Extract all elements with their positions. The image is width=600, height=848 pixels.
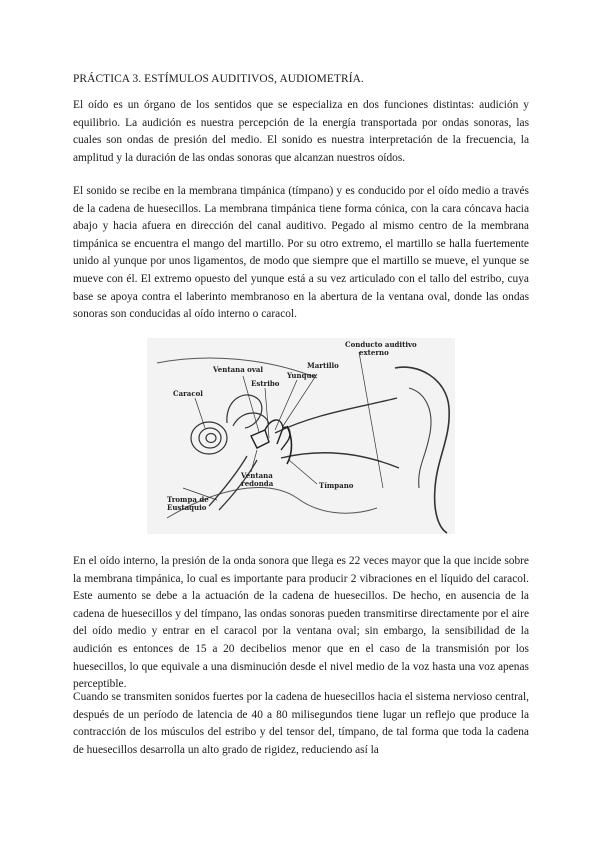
label-ventana-redonda-1: Ventana <box>241 471 273 480</box>
paragraph-reflex: Cuando se transmiten sonidos fuertes por la cadena de huesecillos hacia el sistema nervioso central, después de un período de latencia de 40 a 80 milisegundos tiene lugar un reflejo que produce la contracción de los músculos del estribo y del tensor del, tímpano, de tal forma que toda la cadena de huesecillos desarrolla un alto grado de rigidez, reduciendo así la <box>73 691 529 756</box>
label-ventana-oval: Ventana oval <box>213 365 264 374</box>
page-title: PRÁCTICA 3. ESTÍMULOS AUDITIVOS, AUDIOMETRÍA. <box>73 73 364 85</box>
label-ventana-redonda-2: redonda <box>241 479 274 488</box>
ear-anatomy-diagram <box>147 338 455 534</box>
paragraph-middle-ear: El sonido se recibe en la membrana timpánica (tímpano) y es conducido por el oído medio a través de la cadena de huesecillos. La membrana timpánica tiene forma cónica, con la cara cóncava hacia abajo y hacia afuera en dirección del canal auditivo. Pegado al mismo centro de la membrana timpánica se encuentra el mango del martillo. Por su otro extremo, el martillo se halla fuertemente unido al yunque por unos ligamentos, de modo que siempre que el martillo se mueve, el yunque se mueve con él. El extremo opuesto del yunque está a su vez articulado con el tallo del estribo, cuya base se apoya contra el laberinto membranoso en la abertura de la ventana oval, donde las ondas sonoras son conducidas al oído interno o caracol. <box>73 185 529 321</box>
label-estribo: Estribo <box>251 379 280 388</box>
paragraph-intro: El oído es un órgano de los sentidos que se especializa en dos funciones distintas: audición y equilibrio. La audición es nuestra percepción de la energía transportada por ondas sonoras, las cuales son ondas de presión del medio. El sonido es nuestra interpretación de la frecuencia, la amplitud y la duración de las ondas sonoras que alcanzan nuestros oídos. <box>73 99 529 164</box>
paragraph-inner-ear: En el oído interno, la presión de la onda sonora que llega es 22 veces mayor que la que incide sobre la membrana timpánica, lo cual es importante para producir 2 vibraciones en el líquido del caracol. Este aumento se debe a la actuación de la cadena de huesecillos. De hecho, en ausencia de la cadena de huesecillos y del tímpano, las ondas sonoras pueden transmitirse directamente por el aire del oído medio y entrar en el caracol por la ventana oval; sin embargo, la sensibilidad de la audición es entonces de 15 a 20 decibelios menor que en el caso de la transmisión por los huesecillos, lo que equivale a una disminución desde el nivel medio de la voz hasta una voz apenas perceptible. <box>73 555 529 691</box>
label-conducto-1: Conducto auditivo <box>345 340 417 349</box>
label-yunque: Yunque <box>287 371 317 380</box>
label-conducto-2: externo <box>359 348 389 357</box>
label-martillo: Martillo <box>307 361 339 370</box>
label-caracol: Caracol <box>173 389 203 398</box>
label-trompa-1: Trompa de <box>167 495 209 504</box>
label-trompa-2: Eustaquio <box>167 503 207 512</box>
label-timpano: Tímpano <box>319 481 354 490</box>
